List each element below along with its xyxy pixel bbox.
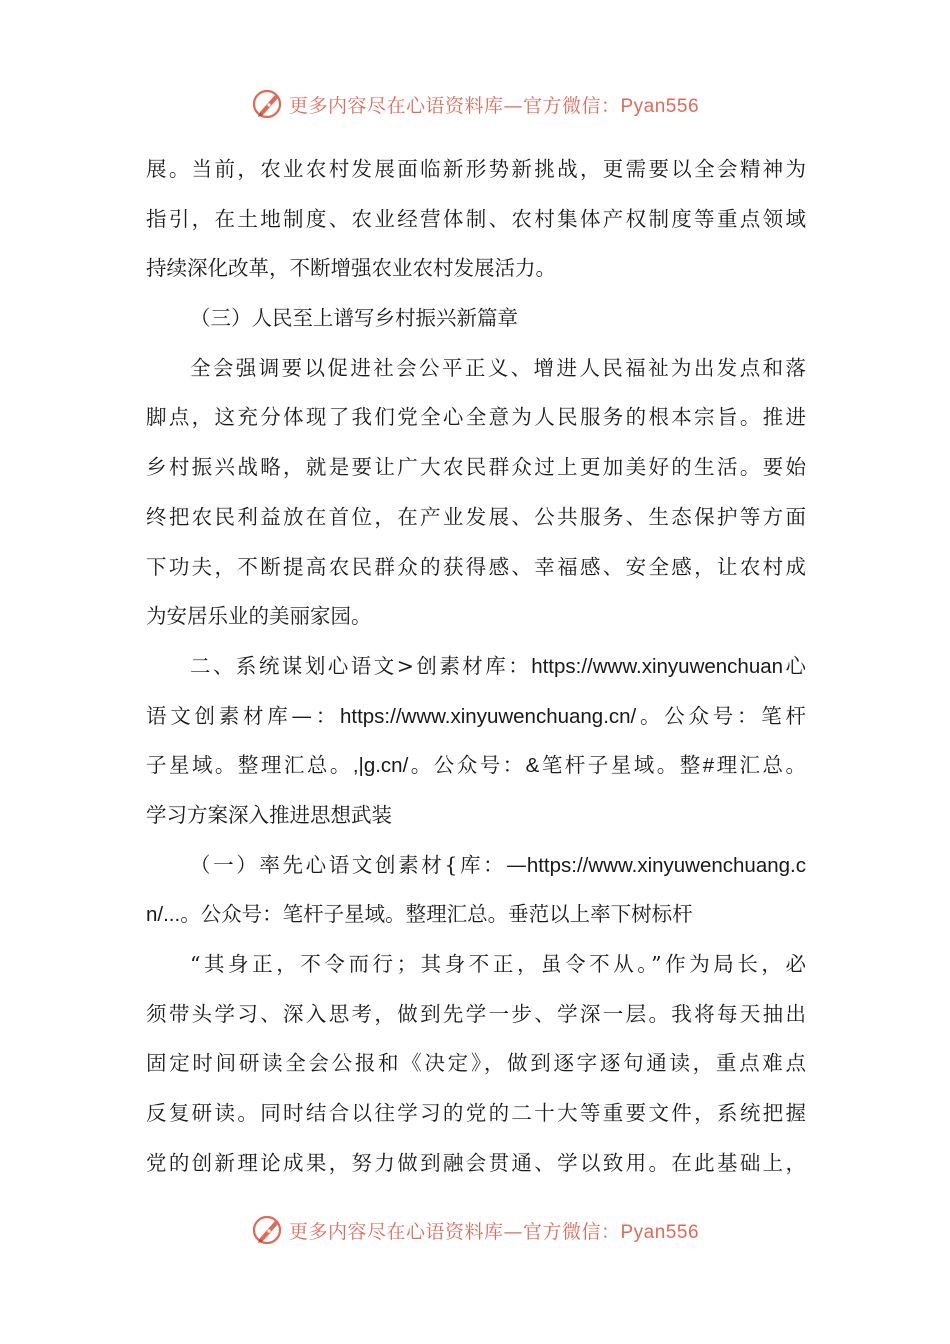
text-line: 子星域。整理汇总。,|g.cn/。公众号：&笔杆子星域。整#理汇总。 — [146, 753, 806, 778]
text-line: 脚点，这充分体现了我们党全心全意为人民服务的根本宗旨。推进 — [146, 405, 806, 430]
text-line: “其身正，不令而行；其身不正，虽令不从。”作为局长，必 — [190, 952, 806, 976]
text-line: 下功夫，不断提高农民群众的获得感、幸福感、安全感，让农村成 — [146, 554, 806, 579]
pen-logo-icon — [251, 87, 285, 121]
watermark-text: 更多内容尽在心语资料库—官方微信：Pyan556 — [288, 1220, 700, 1243]
text-line: n/...。公众号：笔杆子星域。整理汇总。垂范以上率下树标杆 — [146, 902, 693, 927]
pen-logo-icon — [251, 1213, 285, 1247]
text-line: 须带头学习、深入思考，做到先学一步、学深一层。我将每天抽出 — [146, 1001, 806, 1026]
section-heading: （一）率先心语文创素材{库：—https://www.xinyuwenchuang.c — [190, 852, 806, 877]
text-line: 为安居乐业的美丽家园。 — [146, 604, 372, 629]
text-line: 持续深化改革，不断增强农业农村发展活力。 — [146, 256, 556, 281]
text-line: 全会强调要以促进社会公平正义、增进人民福祉为出发点和落 — [190, 355, 806, 380]
text-line: 反复研读。同时结合以往学习的党的二十大等重要文件，系统把握 — [146, 1101, 806, 1126]
section-heading: （三）人民至上谱写乡村振兴新篇章 — [190, 306, 518, 331]
text-line: 语文创素材库—：https://www.xinyuwenchuang.cn/。公众号：笔杆 — [146, 703, 806, 728]
text-line: 乡村振兴战略，就是要让广大农民群众过上更加美好的生活。要始 — [146, 455, 806, 480]
text-line: 学习方案深入推进思想武装 — [146, 802, 392, 827]
document-body — [146, 145, 806, 1188]
watermark-text: 更多内容尽在心语资料库—官方微信：Pyan556 — [288, 94, 700, 117]
text-line: 展。当前，农业农村发展面临新形势新挑战，更需要以全会精神为 — [146, 157, 806, 181]
text-line: 固定时间研读全会公报和《决定》，做到逐字逐句通读，重点难点 — [146, 1051, 806, 1076]
section-heading: 二、系统谋划心语文>创素材库：https://www.xinyuwenchuan心 — [190, 653, 806, 678]
text-line: 终把农民利益放在首位，在产业发展、公共服务、生态保护等方面 — [146, 504, 806, 529]
text-line: 党的创新理论成果，努力做到融会贯通、学以致用。在此基础上， — [146, 1150, 806, 1175]
header-watermark — [0, 84, 950, 124]
text-line: 指引，在土地制度、农业经营体制、农村集体产权制度等重点领域 — [146, 206, 806, 231]
footer-watermark — [0, 1210, 950, 1250]
